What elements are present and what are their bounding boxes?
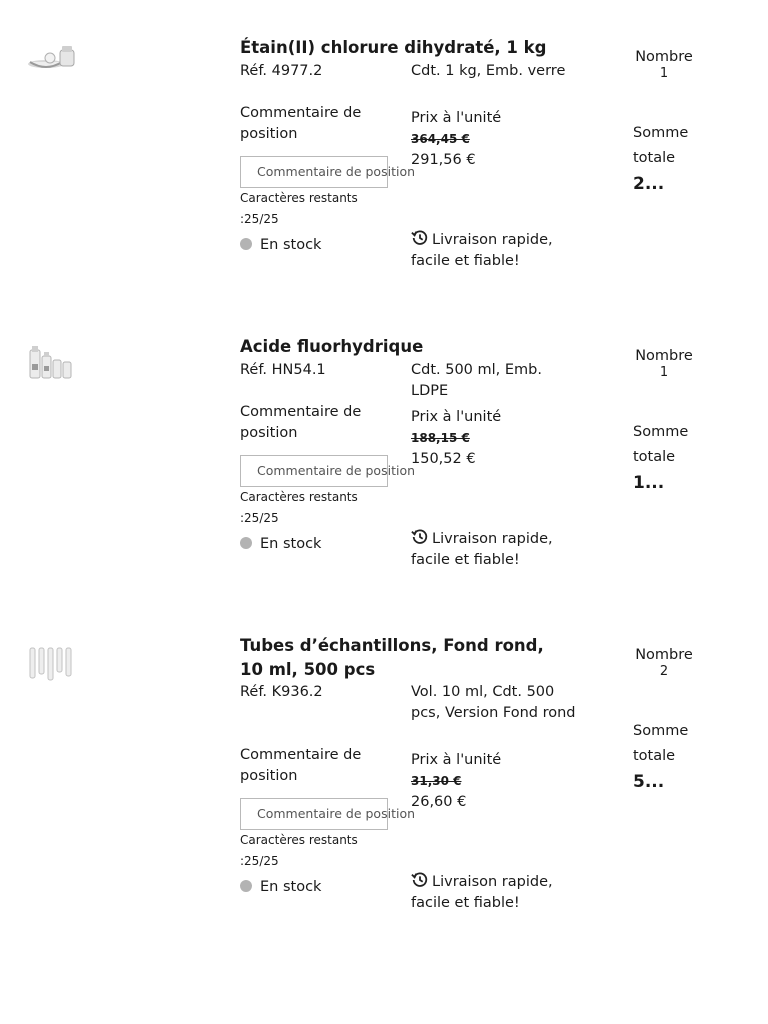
stock-dot-icon bbox=[240, 880, 252, 892]
packaging-info: Cdt. 1 kg, Emb. verre bbox=[411, 63, 566, 79]
product-ref: Réf. 4977.2 bbox=[240, 63, 323, 79]
product-image[interactable] bbox=[22, 340, 80, 392]
sum-value: 1... bbox=[633, 473, 665, 493]
stock-status bbox=[240, 534, 321, 554]
delivery-label: Livraison rapide, facile et fiable! bbox=[411, 874, 553, 911]
product-title[interactable]: Tubes d’échantillons, Fond rond, 10 ml, 500 pcs bbox=[240, 636, 544, 679]
quantity-value: 1 bbox=[659, 365, 669, 380]
chars-remaining: Caractères restants :25/25 bbox=[240, 833, 358, 868]
quantity-label: Nombre bbox=[635, 49, 693, 65]
chars-remaining: Caractères restants :25/25 bbox=[240, 191, 358, 226]
comment-label: Commentaire de position bbox=[240, 404, 362, 441]
packaging-info: Cdt. 500 ml, Emb. LDPE bbox=[411, 362, 542, 399]
comment-label: Commentaire de position bbox=[240, 747, 362, 784]
sum-value: 5... bbox=[633, 772, 665, 792]
old-price: 31,30 € bbox=[411, 774, 462, 788]
product-title[interactable]: Étain(II) chlorure dihydraté, 1 kg bbox=[240, 38, 547, 57]
delivery-label: Livraison rapide, facile et fiable! bbox=[411, 531, 553, 568]
price-block bbox=[411, 750, 576, 813]
current-price: 150,52 € bbox=[411, 451, 476, 467]
quantity[interactable] bbox=[633, 647, 695, 679]
delivery-info bbox=[411, 229, 571, 272]
delivery-label: Livraison rapide, facile et fiable! bbox=[411, 232, 553, 269]
old-price: 188,15 € bbox=[411, 431, 470, 445]
product-ref: Réf. HN54.1 bbox=[240, 362, 326, 378]
stock-label: En stock bbox=[260, 237, 322, 253]
comment-input[interactable]: Commentaire de position bbox=[240, 455, 388, 487]
packaging-info: Vol. 10 ml, Cdt. 500 pcs, Version Fond rond bbox=[411, 684, 576, 721]
sum-label: Somme totale bbox=[633, 424, 689, 465]
sum-label: Somme totale bbox=[633, 125, 689, 166]
stock-dot-icon bbox=[240, 537, 252, 549]
delivery-info bbox=[411, 871, 571, 914]
product-ref: Réf. K936.2 bbox=[240, 684, 323, 700]
comment-input[interactable]: Commentaire de position bbox=[240, 798, 388, 830]
price-block bbox=[411, 108, 576, 171]
stock-dot-icon bbox=[240, 238, 252, 250]
quantity-value: 1 bbox=[659, 66, 669, 81]
product-image[interactable] bbox=[22, 40, 80, 92]
quantity[interactable] bbox=[633, 348, 695, 380]
old-price: 364,45 € bbox=[411, 132, 470, 146]
stock-label: En stock bbox=[260, 536, 322, 552]
stock-status bbox=[240, 877, 321, 897]
clock-history-icon bbox=[411, 229, 429, 247]
current-price: 291,56 € bbox=[411, 152, 476, 168]
unit-price-label: Prix à l'unité bbox=[411, 752, 502, 768]
price-block bbox=[411, 407, 576, 470]
chars-remaining: Caractères restants :25/25 bbox=[240, 490, 358, 525]
stock-status bbox=[240, 235, 321, 255]
unit-price-label: Prix à l'unité bbox=[411, 409, 502, 425]
sum-label: Somme totale bbox=[633, 723, 689, 764]
stock-label: En stock bbox=[260, 879, 322, 895]
clock-history-icon bbox=[411, 528, 429, 546]
quantity-value: 2 bbox=[659, 664, 669, 679]
product-image[interactable] bbox=[22, 646, 80, 698]
comment-input[interactable]: Commentaire de position bbox=[240, 156, 388, 188]
unit-price-label: Prix à l'unité bbox=[411, 110, 502, 126]
comment-label: Commentaire de position bbox=[240, 105, 362, 142]
quantity-label: Nombre bbox=[635, 348, 693, 364]
current-price: 26,60 € bbox=[411, 794, 467, 810]
quantity[interactable] bbox=[633, 49, 695, 81]
delivery-info bbox=[411, 528, 571, 571]
product-title[interactable]: Acide fluorhydrique bbox=[240, 337, 424, 356]
quantity-label: Nombre bbox=[635, 647, 693, 663]
sum-value: 2... bbox=[633, 174, 665, 194]
clock-history-icon bbox=[411, 871, 429, 889]
